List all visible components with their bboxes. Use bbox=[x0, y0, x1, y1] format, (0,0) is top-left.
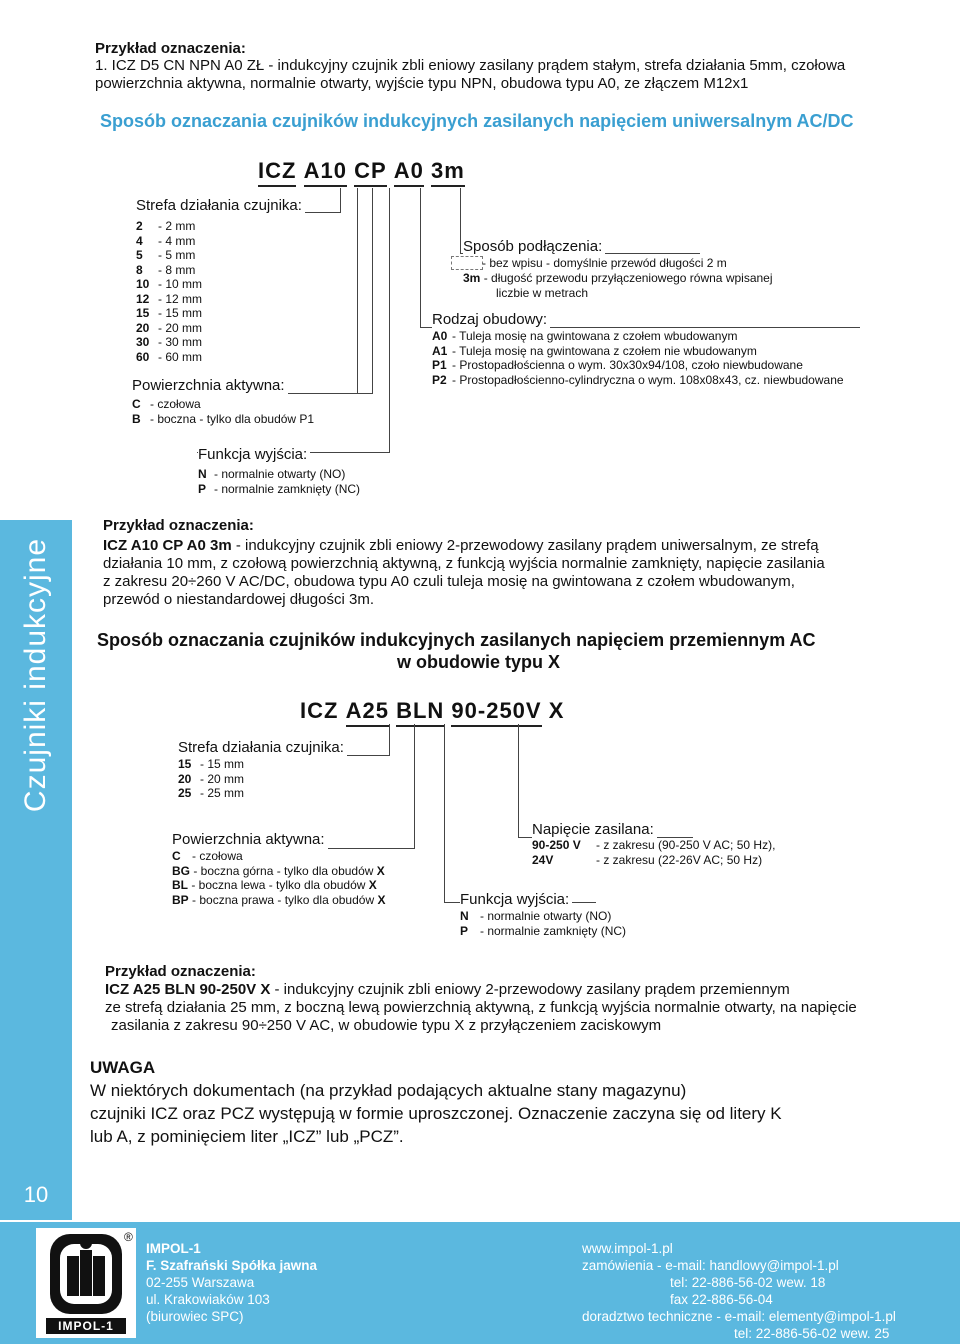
list-item: 5 - 5 mm bbox=[136, 248, 196, 262]
list-item: 24V - z zakresu (22-26V AC; 50 Hz) bbox=[532, 852, 763, 867]
connector-line bbox=[460, 188, 461, 253]
list-item: 4 - 4 mm bbox=[136, 233, 196, 248]
contact-line: tel: 22-886-56-02 wew. 25 bbox=[734, 1326, 890, 1341]
example-text-line: działania 10 mm, z czołową powierzchnią aktywną, z funkcją wyjścia normalnie zamknięty, napięcie zasilania bbox=[103, 555, 825, 572]
code-part: 90-250V bbox=[451, 698, 542, 723]
connector-line bbox=[444, 724, 445, 902]
connector-line bbox=[357, 188, 358, 393]
list-item: N - normalnie otwarty (NO) bbox=[198, 467, 346, 481]
code-part: 3m bbox=[431, 158, 465, 183]
range-list bbox=[136, 219, 202, 364]
contact-line: tel: 22-886-56-02 wew. 18 bbox=[670, 1275, 826, 1290]
contact-line: fax 22-886-56-04 bbox=[670, 1292, 773, 1307]
section2-subtitle: w obudowie typu X bbox=[397, 652, 560, 672]
section2-title: Sposób oznaczania czujników indukcyjnych zasilanych napięciem przemiennym AC bbox=[97, 630, 816, 650]
order-email-link[interactable]: zamówienia - e-mail: handlowy@impol-1.pl bbox=[582, 1258, 839, 1273]
example-heading: Przykład oznaczenia: bbox=[103, 517, 254, 534]
page-number: 10 bbox=[23, 1182, 49, 1207]
output-title: Funkcja wyjścia: bbox=[198, 446, 310, 464]
surface-title: Powierzchnia aktywna: bbox=[172, 831, 328, 849]
section2-code bbox=[300, 698, 564, 724]
list-item: P1 - Prostopadłościenna o wym. 30x30x94/108, czoło niewbudowane bbox=[432, 358, 803, 372]
list-item: C - czołowa bbox=[132, 397, 201, 411]
company-line: 02-255 Warszawa bbox=[146, 1275, 255, 1290]
range-title: Strefa działania czujnika: bbox=[136, 197, 305, 215]
list-item: P - normalnie zamknięty (NC) bbox=[460, 923, 627, 938]
list-item: 10 - 10 mm bbox=[136, 277, 203, 291]
list-item: B - boczna - tylko dla obudów P1 bbox=[132, 411, 315, 426]
list-item: C - czołowa bbox=[172, 849, 243, 863]
connector-line bbox=[340, 188, 341, 212]
company-line: ul. Krakowiaków 103 bbox=[146, 1292, 270, 1307]
example-heading: Przykład oznaczenia: bbox=[95, 40, 246, 57]
warning-text-line: lub A, z pominięciem liter „ICZ” lub „PCZ”. bbox=[90, 1127, 404, 1146]
contact-info bbox=[582, 1240, 922, 1342]
list-item: 30 - 30 mm bbox=[136, 335, 203, 349]
list-item: N - normalnie otwarty (NO) bbox=[460, 909, 612, 923]
voltage-list bbox=[532, 838, 775, 867]
list-item: 90-250 V - z zakresu (90-250 V AC; 50 Hz), bbox=[532, 838, 776, 852]
voltage-title: Napięcie zasilana: bbox=[532, 821, 657, 839]
example-text-line: z zakresu 20÷260 V AC/DC, obudowa typu A0 czuli tuleja mosię na gwintowana z czołem wbudowanym, bbox=[103, 573, 795, 590]
code-part: CP bbox=[354, 158, 387, 183]
connection-title: Sposób podłączenia: bbox=[463, 238, 605, 256]
housing-list bbox=[432, 329, 844, 387]
logo bbox=[36, 1228, 136, 1338]
example-text-line: zasilania z zakresu 90÷250 V AC, w obudowie typu X z przyłączeniem zaciskowym bbox=[111, 1017, 662, 1034]
list-item: 20 - 20 mm bbox=[178, 771, 245, 786]
list-item: 2 - 2 mm bbox=[136, 219, 196, 233]
example-text-line: ICZ A10 CP A0 3m - indukcyjny czujnik zbli eniowy 2-przewodowy zasilany prądem uniwersalnym, ze strefą bbox=[103, 537, 819, 554]
list-item: 15 - 15 mm bbox=[178, 757, 245, 771]
example-text-line: ICZ A25 BLN 90-250V X - indukcyjny czujnik zbli eniowy 2-przewodowy zasilany prądem przemiennym bbox=[105, 981, 790, 998]
warning-title: UWAGA bbox=[90, 1058, 156, 1077]
code-part: BL bbox=[396, 698, 428, 723]
company-info bbox=[146, 1240, 317, 1325]
list-item: P2 - Prostopadłościenno-cylindryczna o wym. 108x08x43, cz. niewbudowane bbox=[432, 372, 844, 387]
connection-line: liczbie w metrach bbox=[496, 286, 589, 300]
empty-placeholder-box bbox=[451, 256, 483, 270]
list-item: 60 - 60 mm bbox=[136, 349, 203, 364]
surface-title: Powierzchnia aktywna: bbox=[132, 377, 288, 395]
output-list bbox=[198, 467, 360, 496]
list-item: 12 - 12 mm bbox=[136, 291, 203, 306]
connection-line: 3m - długość przewodu przyłączeniowego równa wpisanej bbox=[463, 271, 773, 285]
example-text-line: przewód o niestandardowej długości 3m. bbox=[103, 591, 374, 608]
surface-list bbox=[172, 849, 385, 907]
website-link[interactable]: www.impol-1.pl bbox=[582, 1241, 673, 1256]
list-item: 20 - 20 mm bbox=[136, 320, 203, 335]
range-title: Strefa działania czujnika: bbox=[178, 739, 347, 757]
list-item: A0 - Tuleja mosię na gwintowana z czołem wbudowanym bbox=[432, 329, 738, 343]
example-text-line: ze strefą działania 25 mm, z boczną lewą powierzchnią aktywną, z funkcją wyjścia normalnie otwarty, na napięcie bbox=[105, 999, 857, 1016]
list-item: 25 - 25 mm bbox=[178, 786, 245, 800]
code-part: A25 bbox=[345, 698, 389, 723]
connector-line bbox=[518, 724, 519, 837]
code-part: ICZ bbox=[300, 698, 339, 723]
warning-text-line: W niektórych dokumentach (na przykład podających aktualne stany magazynu) bbox=[90, 1081, 687, 1100]
connector-line bbox=[372, 188, 373, 393]
list-item: BL - boczna lewa - tylko dla obudów X bbox=[172, 878, 377, 892]
connector-line bbox=[420, 188, 421, 328]
warning-text-line: czujniki ICZ oraz PCZ występują w formie uproszczonej. Oznaczenie zaczyna się od litery K bbox=[90, 1104, 782, 1123]
list-item: P - normalnie zamknięty (NC) bbox=[198, 481, 361, 496]
connection-line: - bez wpisu - domyślnie przewód długości 2 m bbox=[482, 256, 727, 270]
logo-text: IMPOL-1 bbox=[58, 1319, 114, 1333]
list-item: BG - boczna górna - tylko dla obudów X bbox=[172, 863, 385, 878]
code-part: ICZ bbox=[258, 158, 297, 183]
list-item: A1 - Tuleja mosię na gwintowana z czołem nie wbudowanym bbox=[432, 343, 757, 358]
company-line: IMPOL-1 bbox=[146, 1241, 201, 1256]
list-item: 8 - 8 mm bbox=[136, 262, 196, 277]
connector-line bbox=[414, 724, 415, 848]
section1-title: Sposób oznaczania czujników indukcyjnych zasilanych napięciem uniwersalnym AC/DC bbox=[100, 111, 854, 131]
range-list bbox=[178, 757, 244, 801]
surface-list bbox=[132, 397, 314, 426]
example-heading: Przykład oznaczenia: bbox=[105, 963, 256, 980]
code-part: N bbox=[427, 698, 445, 723]
company-line: F. Szafrański Spółka jawna bbox=[146, 1258, 318, 1273]
company-line: (biurowiec SPC) bbox=[146, 1309, 244, 1324]
connector-line bbox=[389, 188, 390, 452]
registered-mark: ® bbox=[124, 1230, 133, 1244]
code-part: X bbox=[548, 698, 565, 723]
tech-email-link[interactable]: doradztwo techniczne - e-mail: elementy@impol-1.pl bbox=[582, 1309, 896, 1324]
housing-title: Rodzaj obudowy: bbox=[432, 311, 550, 329]
side-label: Czujniki indukcyjne bbox=[19, 537, 52, 813]
code-part: A0 bbox=[393, 158, 424, 183]
list-item: 15 - 15 mm bbox=[136, 306, 203, 320]
example-text-line: 1. ICZ D5 CN NPN A0 ZŁ - indukcyjny czujnik zbli eniowy zasilany prądem stałym, strefa działania 5mm, czołowa bbox=[95, 57, 846, 74]
code-part: A10 bbox=[303, 158, 347, 183]
example-text-line: powierzchnia aktywna, normalnie otwarty, wyjście typu NPN, obudowa typu A0, ze złączem M12x1 bbox=[95, 75, 749, 92]
output-title: Funkcja wyjścia: bbox=[460, 891, 572, 909]
list-item: BP - boczna prawa - tylko dla obudów X bbox=[172, 892, 386, 907]
output-list bbox=[460, 909, 626, 938]
connector-line bbox=[389, 724, 390, 755]
section1-code bbox=[258, 158, 465, 184]
